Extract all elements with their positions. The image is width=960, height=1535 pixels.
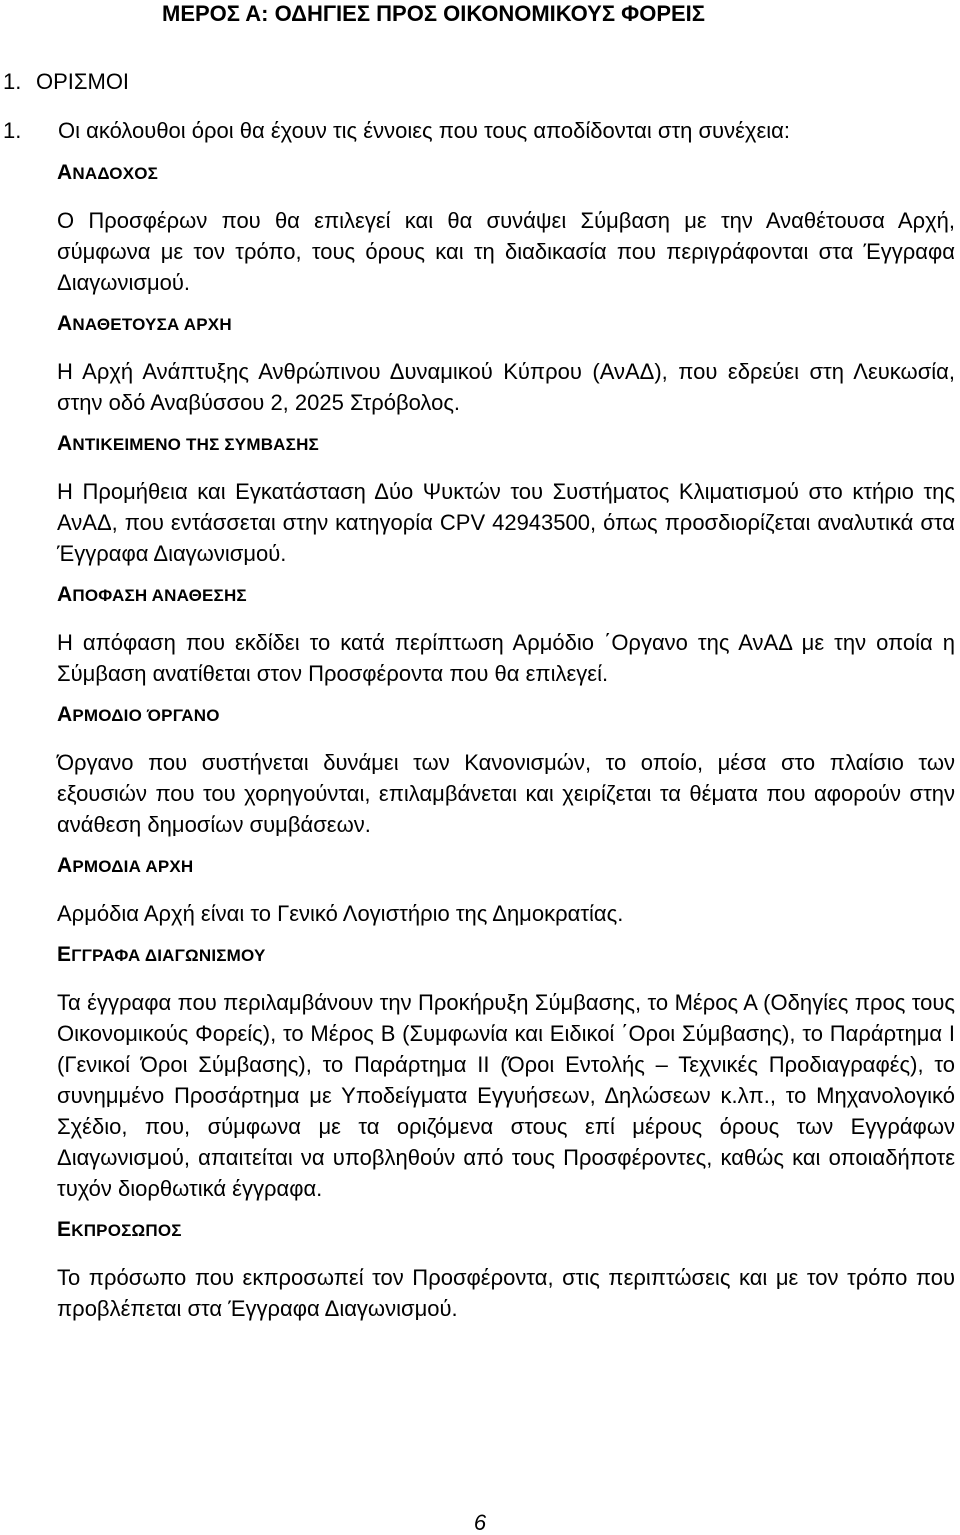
intro-text: Οι ακόλουθοι όροι θα έχουν τις έννοιες που τους αποδίδονται στη συνέχεια:: [58, 118, 790, 143]
section-heading: [3, 68, 129, 96]
definition-text: Η απόφαση που εκδίδει το κατά περίπτωση Αρμόδιο ΄Οργανο της ΑνΑΔ με την οποία η Σύμβαση ανατίθεται στον Προσφέροντα που θα επιλεγεί.: [57, 630, 955, 686]
intro-number: 1.: [3, 118, 22, 143]
section-number: 1.: [3, 69, 22, 94]
section-title: ΟΡΙΣΜΟΙ: [36, 69, 130, 94]
definition-item: [57, 584, 955, 689]
term-rest: ΠΟΦΑΣΗ ΑΝΑΘΕΣΗΣ: [72, 586, 247, 605]
intro-paragraph: [3, 116, 943, 146]
term-rest: ΓΓΡΑΦΑ ΔΙΑΓΩΝΙΣΜΟΥ: [71, 946, 266, 965]
term-rest: ΝΑΔΟΧΟΣ: [72, 164, 159, 183]
term-initial: Α: [57, 432, 73, 455]
term-rest: ΝΤΙΚΕΙΜΕΝΟ ΤΗΣ ΣΥΜΒΑΣΗΣ: [72, 435, 319, 454]
definition-text: Η Αρχή Ανάπτυξης Ανθρώπινου Δυναμικού Κύπρου (ΑνΑΔ), που εδρεύει στη Λευκωσία, στην οδό Αναβύσσου 2, 2025 Στρόβολος.: [57, 359, 955, 415]
definition-text: Τα έγγραφα που περιλαμβάνουν την Προκήρυξη Σύμβασης, το Μέρος Α (Οδηγίες προς τους Οικονομικούς Φορείς), το Μέρος Β (Συμφωνία και Ειδικοί ΄Οροι Σύμβασης), το Παράρτημα Ι (Γενικοί Όροι Σύμβασης), το Παράρτημα ΙΙ (Όροι Εντολής – Τεχνικές Προδιαγραφές), το συνημμένο Προσάρτημα με Υποδείγματα Εγγυήσεων, Δηλώσεων κ.λπ., το Μηχανολογικό Σχέδιο, που, σύμφωνα με τα οριζόμενα στους επί μέρους όρους των Εγγράφων Διαγωνισμού, απαιτείται να υποβληθούν από τους Προσφέροντες, καθώς και οποιαδήποτε τυχόν διορθωτικά έγγραφα.: [57, 990, 955, 1201]
term-rest: ΡΜΟΔΙΑ ΑΡΧΗ: [72, 857, 194, 876]
definition-item: [57, 944, 955, 1204]
definitions-list: [57, 162, 955, 1339]
definition-item: [57, 162, 955, 298]
page-number: [0, 1511, 960, 1535]
definition-text: Η Προμήθεια και Εγκατάσταση Δύο Ψυκτών του Συστήματος Κλιματισμού στο κτήριο της ΑνΑΔ, που εντάσσεται στην κατηγορία CPV 42943500, όπως προσδιορίζεται αναλυτικά στα Έγγραφα Διαγωνισμού.: [57, 479, 955, 566]
page-number-text: 6: [473, 1510, 487, 1535]
definition-item: [57, 313, 955, 418]
definition-text: Αρμόδια Αρχή είναι το Γενικό Λογιστήριο της Δημοκρατίας.: [57, 901, 624, 926]
term-initial: Α: [57, 703, 73, 726]
definition-term: [57, 944, 955, 967]
definition-item: [57, 433, 955, 569]
term-initial: Α: [57, 161, 73, 184]
definition-term: [57, 584, 955, 607]
definition-item: [57, 704, 955, 840]
definition-term: [57, 855, 955, 878]
definition-item: [57, 855, 955, 929]
definition-text: Όργανο που συστήνεται δυνάμει των Κανονισμών, το οποίο, μέσα στο πλαίσιο των εξουσιών που του χορηγούνται, επιλαμβάνεται και χειρίζεται τα θέματα που αφορούν στην ανάθεση δημοσίων συμβάσεων.: [57, 750, 955, 837]
term-initial: Α: [57, 312, 73, 335]
definition-item: [57, 1219, 955, 1324]
definition-text: Το πρόσωπο που εκπροσωπεί τον Προσφέροντα, στις περιπτώσεις και με τον τρόπο που προβλέπεται στα Έγγραφα Διαγωνισμού.: [57, 1265, 955, 1321]
term-rest: ΚΠΡΟΣΩΠΟΣ: [71, 1221, 182, 1240]
term-initial: Α: [57, 854, 73, 877]
definition-text: Ο Προσφέρων που θα επιλεγεί και θα συνάψει Σύμβαση με την Αναθέτουσα Αρχή, σύμφωνα με τον τρόπο, τους όρους και τη διαδικασία που περιγράφονται στα Έγγραφα Διαγωνισμού.: [57, 208, 955, 295]
term-initial: Ε: [57, 943, 72, 966]
term-rest: ΝΑΘΕΤΟΥΣΑ ΑΡΧΗ: [72, 315, 232, 334]
term-initial: Ε: [57, 1218, 72, 1241]
definition-term: [57, 433, 955, 456]
definition-term: [57, 704, 955, 727]
term-rest: ΡΜΟΔΙΟ ΌΡΓΑΝΟ: [72, 706, 220, 725]
definition-term: [57, 1219, 955, 1242]
term-initial: Α: [57, 583, 73, 606]
definition-term: [57, 313, 955, 336]
part-title: ΜΕΡΟΣ Α: ΟΔΗΓΙΕΣ ΠΡΟΣ ΟΙΚΟΝΟΜΙΚΟΥΣ ΦΟΡΕΙΣ: [162, 1, 705, 26]
definition-term: [57, 162, 955, 185]
